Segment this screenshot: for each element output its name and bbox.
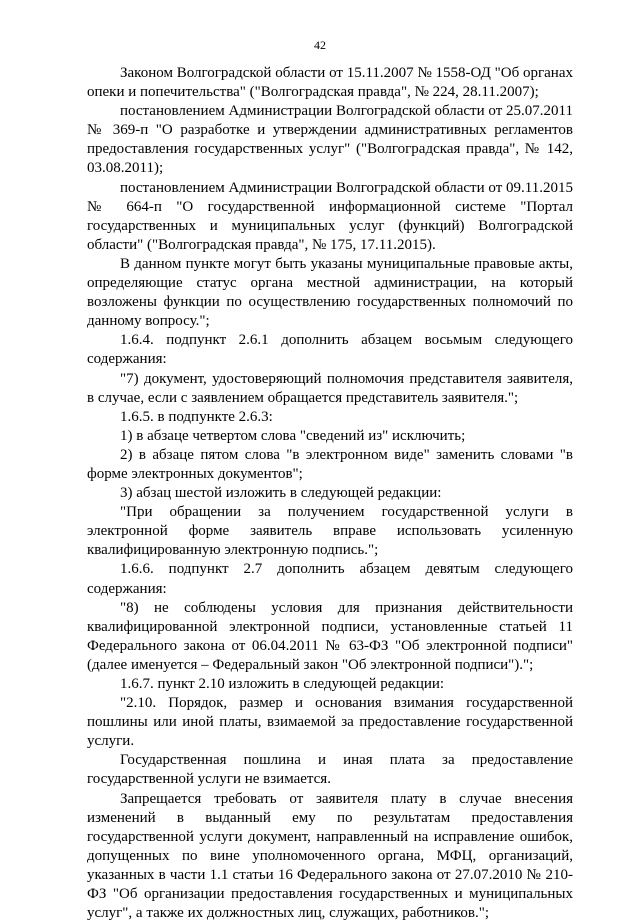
paragraph-subitem-3: 3) абзац шестой изложить в следующей редакции: — [120, 485, 442, 502]
paragraph-electronic-signature: "При обращении за получением государственной услуги в электронной форме заявитель вправе использовать усиленную квалифицированную электронную подпись."; — [87, 504, 573, 559]
paragraph-law-guardianship: Законом Волгоградской области от 15.11.2007 № 1558-ОД "Об органах опеки и попечительства" ("Волгоградская правда", № 224, 28.11.2007); — [87, 65, 573, 101]
paragraph-no-fee: Государственная пошлина и иная плата за предоставление государственной услуги не взимается. — [87, 752, 573, 788]
paragraph-resolution-664: постановлением Администрации Волгоградской области от 09.11.2015 № 664-п "О государственной информационной системе "Портал государственных и муниципальных услуг (функций) Волгоградской области" ("Волгоградская правда", № 175, 17.11.2015). — [87, 179, 573, 253]
paragraph-subitem-1: 1) в абзаце четвертом слова "сведений из" исключить; — [120, 427, 466, 444]
paragraph-resolution-369: постановлением Администрации Волгоградской области от 25.07.2011 № 369-п "О разработке и утверждении административных регламентов предоставления государственных услуг" ("Волгоградская правда", № 142, 03.08.2011); — [87, 103, 573, 177]
paragraph-fee-procedure: "2.10. Порядок, размер и основания взимания государственной пошлины или иной платы, взимаемой за предоставление государственной услуги. — [87, 695, 573, 750]
document-body — [87, 64, 573, 923]
paragraph-item-1-6-6: 1.6.6. подпункт 2.7 дополнить абзацем девятым следующего содержания: — [87, 561, 573, 597]
paragraph-subitem-2: 2) в абзаце пятом слова "в электронном виде" заменить словами "в форме электронных документов"; — [87, 446, 573, 482]
paragraph-representative-document: "7) документ, удостоверяющий полномочия представителя заявителя, в случае, если с заявлением обращается представитель заявителя."; — [87, 370, 573, 406]
paragraph-fee-prohibition: Запрещается требовать от заявителя плату в случае внесения изменений в выданный ему по результатам предоставления государственной услуги документ, направленный на исправление ошибок, допущенных по вине уполномоченного органа, МФЦ, организаций, указанных в части 1.1 статьи 16 Федерального закона от 27.07.2010 № 210-ФЗ "Об организации предоставления государственных и муниципальных услуг", а также их должностных лиц, служащих, работников."; — [87, 790, 573, 922]
page-number: 42 — [314, 38, 326, 52]
paragraph-item-1-6-4: 1.6.4. подпункт 2.6.1 дополнить абзацем восьмым следующего содержания: — [87, 332, 573, 368]
paragraph-signature-conditions: "8) не соблюдены условия для признания действительности квалифицированной электронной подписи, установленные статьей 11 Федерального закона от 06.04.2011 № 63-ФЗ "Об электронной подписи" (далее именуется – Федеральный закон "Об электронной подписи")."; — [87, 599, 573, 673]
paragraph-item-1-6-5: 1.6.5. в подпункте 2.6.3: — [120, 408, 273, 425]
paragraph-municipal-acts: В данном пункте могут быть указаны муниципальные правовые акты, определяющие статус органа местной администрации, на который возложены функции по осуществлению государственных полномочий по данному вопросу."; — [87, 255, 573, 330]
paragraph-item-1-6-7: 1.6.7. пункт 2.10 изложить в следующей редакции: — [120, 676, 445, 692]
